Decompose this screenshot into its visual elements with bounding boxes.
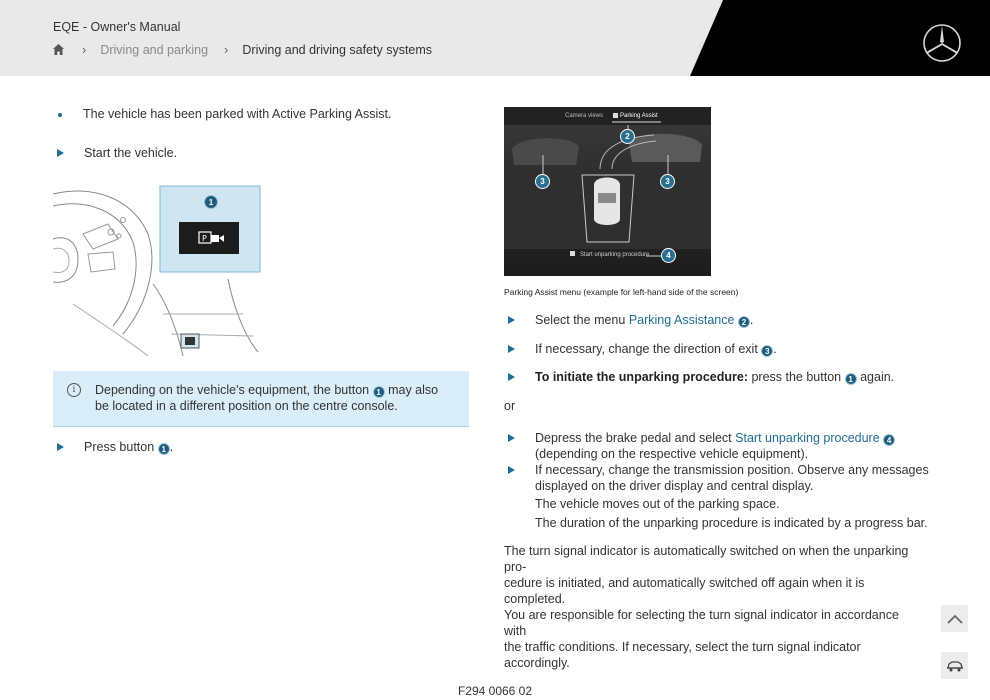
list-item bbox=[504, 342, 777, 357]
header-bar bbox=[0, 0, 990, 76]
step-text: Depress the brake pedal and select Start unparking procedure 4 (depending on the respective vehicle equipment). bbox=[535, 430, 895, 462]
screen-marker-4: 4 bbox=[661, 248, 676, 263]
start-unparking-procedure-link[interactable]: Start unparking procedure bbox=[735, 431, 880, 445]
home-icon[interactable] bbox=[52, 43, 66, 57]
scroll-to-top-button[interactable] bbox=[941, 605, 968, 632]
button-marker-1: 1 bbox=[845, 373, 857, 385]
step-text: Press button 1 . bbox=[84, 440, 174, 454]
figure-caption: Parking Assist menu (example for left-hand side of the screen) bbox=[504, 287, 739, 297]
condition-text: The vehicle has been parked with Active Parking Assist. bbox=[83, 107, 392, 121]
screen-marker-2: 2 bbox=[620, 129, 635, 144]
info-icon: i bbox=[67, 383, 81, 397]
document-title: EQE - Owner's Manual bbox=[53, 20, 181, 34]
tab-camera-views: Camera views bbox=[565, 113, 604, 119]
step-arrow-icon bbox=[508, 345, 515, 353]
tab-parking-assist: Parking Assist bbox=[620, 113, 658, 119]
button-marker-1: 1 bbox=[158, 443, 170, 455]
or-separator: or bbox=[504, 399, 516, 413]
step-arrow-icon bbox=[508, 466, 515, 474]
list-item bbox=[504, 313, 753, 328]
marker-3: 3 bbox=[761, 345, 773, 357]
turn-signal-paragraph: The turn signal indicator is automatically switched on when the unparking pro- cedure is initiated, and automatically switched off again when it is completed. You are responsible for selecting the turn signal indicator in accordance with the traffic conditions. If necessary, select the turn signal indicator accordingly. bbox=[504, 544, 909, 670]
breadcrumb-item-current: Driving and driving safety systems bbox=[242, 42, 433, 57]
breadcrumb bbox=[52, 42, 432, 57]
bullet-icon bbox=[58, 113, 62, 117]
button-marker-1: 1 bbox=[373, 386, 385, 398]
start-unparking-label: Start unparking procedure bbox=[580, 252, 650, 258]
step-arrow-icon bbox=[508, 373, 515, 381]
step-text: To initiate the unparking procedure: press the button 1 again. bbox=[535, 370, 895, 384]
screen-marker-3: 3 bbox=[660, 174, 675, 189]
step-arrow-icon bbox=[57, 149, 64, 157]
list-item bbox=[504, 430, 895, 462]
list-item bbox=[53, 107, 392, 121]
parking-assist-screen-image bbox=[504, 107, 711, 276]
step-text: If necessary, change the transmission position. Observe any messages displayed on the driver display and central display. bbox=[535, 463, 929, 493]
info-notice bbox=[53, 371, 469, 427]
step-text: Select the menu Parking Assistance 2 . bbox=[535, 313, 754, 327]
marker-4: 4 bbox=[883, 434, 895, 446]
info-text: Depending on the vehicle's equipment, the button 1 may also be located in a different position on the centre console. bbox=[95, 383, 439, 413]
chevron-up-icon bbox=[947, 614, 963, 624]
svg-text:P: P bbox=[202, 234, 207, 243]
figure-code: F294 0066 02 bbox=[457, 684, 533, 698]
step-arrow-icon bbox=[508, 316, 515, 324]
vehicle-button[interactable] bbox=[941, 652, 968, 679]
list-item bbox=[53, 146, 177, 160]
list-item bbox=[504, 462, 929, 494]
result-text: The vehicle moves out of the parking space. bbox=[535, 497, 780, 511]
chevron-right-icon: › bbox=[82, 42, 87, 57]
breadcrumb-item-driving-and-parking[interactable]: Driving and parking bbox=[100, 42, 209, 57]
figure-marker-1: 1 bbox=[204, 195, 218, 209]
car-icon bbox=[946, 660, 964, 672]
list-item bbox=[504, 370, 894, 385]
cockpit-illustration bbox=[53, 184, 263, 356]
chevron-right-icon: › bbox=[224, 42, 229, 57]
list-item bbox=[53, 440, 173, 455]
step-arrow-icon bbox=[57, 443, 64, 451]
brand-star-logo-icon bbox=[922, 23, 962, 63]
result-text: The duration of the unparking procedure is indicated by a progress bar. bbox=[535, 516, 928, 530]
marker-2: 2 bbox=[738, 316, 750, 328]
screen-marker-3: 3 bbox=[535, 174, 550, 189]
step-text: If necessary, change the direction of exit 3 . bbox=[535, 342, 777, 356]
step-arrow-icon bbox=[508, 434, 515, 442]
parking-assistance-link[interactable]: Parking Assistance bbox=[628, 313, 735, 327]
step-text: Start the vehicle. bbox=[84, 146, 178, 160]
